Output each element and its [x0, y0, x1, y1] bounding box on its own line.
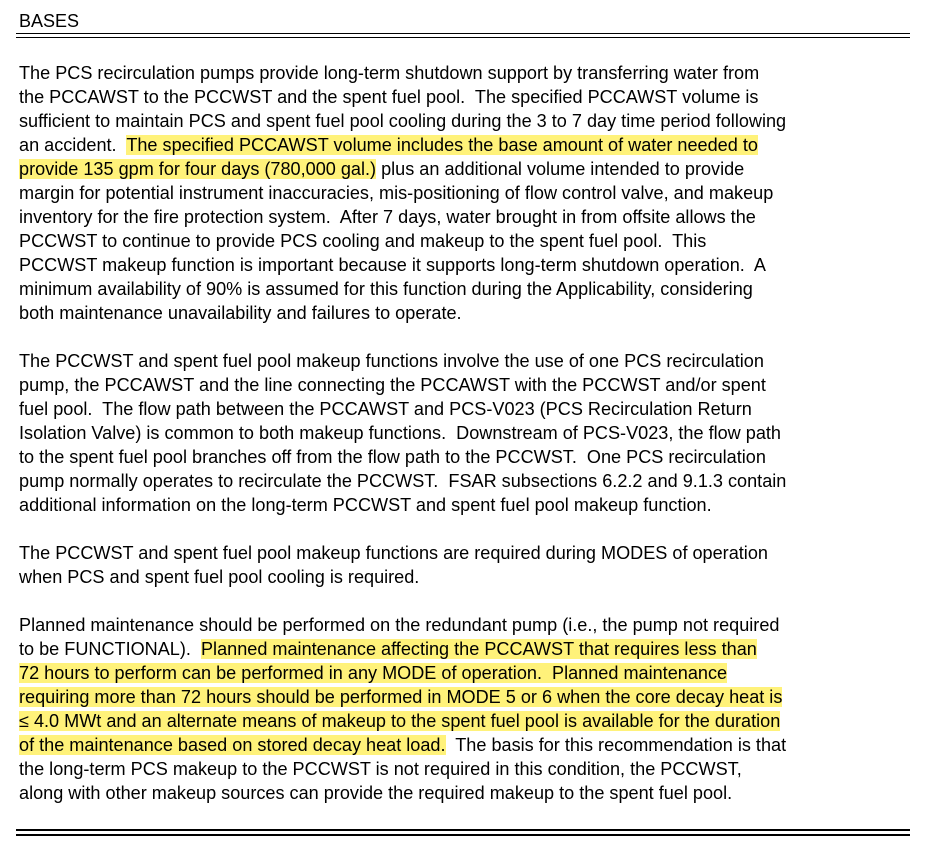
text-line: additional information on the long-term PCCWST and spent fuel pool makeup function. — [19, 495, 712, 515]
text-line: along with other makeup sources can provide the required makeup to the spent fuel pool. — [19, 783, 733, 803]
text-line: The PCCWST and spent fuel pool makeup functions are required during MODES of operation — [19, 543, 768, 563]
text-line: minimum availability of 90% is assumed for this function during the Applicability, considering — [19, 279, 753, 299]
section-heading: BASES — [19, 11, 80, 31]
text-line — [19, 661, 911, 685]
text-line — [19, 709, 911, 733]
paragraph-2 — [19, 349, 911, 517]
highlighted-text: Planned maintenance affecting the PCCAWST that requires less than — [200, 639, 757, 659]
text-line — [19, 685, 911, 709]
highlighted-text: ≤ 4.0 MWt and an alternate means of makeup to the spent fuel pool is available for the duration — [19, 711, 781, 731]
text-line: the long-term PCS makeup to the PCCWST is not required in this condition, the PCCWST, — [19, 759, 742, 779]
text-line: when PCS and spent fuel pool cooling is required. — [19, 567, 420, 587]
text-line: fuel pool. The flow path between the PCCAWST and PCS-V023 (PCS Recirculation Return — [19, 399, 752, 419]
text-line: provide 135 gpm for four days (780,000 gal.) plus an additional volume intended to provide — [19, 159, 745, 179]
text-line: an accident. The specified PCCAWST volume includes the base amount of water needed to — [19, 135, 758, 155]
text-line: the PCCAWST to the PCCWST and the spent fuel pool. The specified PCCAWST volume is — [19, 87, 759, 107]
footer-rule — [16, 829, 910, 836]
text-line: to be FUNCTIONAL). Planned maintenance affecting the PCCAWST that requires less than — [19, 639, 757, 659]
bases-body — [19, 61, 911, 829]
highlighted-text: The specified PCCAWST volume includes the base amount of water needed to — [126, 135, 758, 155]
text-line: Planned maintenance should be performed on the redundant pump (i.e., the pump not required — [19, 615, 780, 635]
text-line: PCCWST to continue to provide PCS cooling and makeup to the spent fuel pool. This — [19, 231, 707, 251]
text-line: sufficient to maintain PCS and spent fuel pool cooling during the 3 to 7 day time period following — [19, 111, 787, 131]
text-line: to the spent fuel pool branches off from the flow path to the PCCWST. One PCS recirculation — [19, 447, 766, 467]
text-line: margin for potential instrument inaccuracies, mis-positioning of flow control valve, and makeup — [19, 183, 774, 203]
text-line: PCCWST makeup function is important because it supports long-term shutdown operation. A — [19, 255, 766, 275]
header-rule — [16, 33, 910, 38]
text-line: of the maintenance based on stored decay heat load. The basis for this recommendation is that — [19, 735, 787, 755]
text-line: Isolation Valve) is common to both makeup functions. Downstream of PCS-V023, the flow path — [19, 423, 781, 443]
highlighted-text: of the maintenance based on stored decay heat load. — [19, 735, 446, 755]
highlighted-text: 72 hours to perform can be performed in any MODE of operation. Planned maintenance — [19, 663, 728, 683]
text-line: The PCCWST and spent fuel pool makeup functions involve the use of one PCS recirculation — [19, 351, 764, 371]
text-line: pump, the PCCAWST and the line connecting the PCCAWST with the PCCWST and/or spent — [19, 375, 766, 395]
text-line: pump normally operates to recirculate the PCCWST. FSAR subsections 6.2.2 and 9.1.3 contain — [19, 471, 787, 491]
paragraph-1 — [19, 61, 911, 325]
highlighted-text: provide 135 gpm for four days (780,000 gal.) — [19, 159, 377, 179]
paragraph-4 — [19, 613, 911, 805]
text-line: inventory for the fire protection system. After 7 days, water brought in from offsite allows the — [19, 207, 756, 227]
text-line: both maintenance unavailability and failures to operate. — [19, 303, 462, 323]
paragraph-3 — [19, 541, 911, 589]
text-line: The PCS recirculation pumps provide long-term shutdown support by transferring water from — [19, 63, 760, 83]
highlighted-text: requiring more than 72 hours should be performed in MODE 5 or 6 when the core decay heat is — [19, 687, 783, 707]
